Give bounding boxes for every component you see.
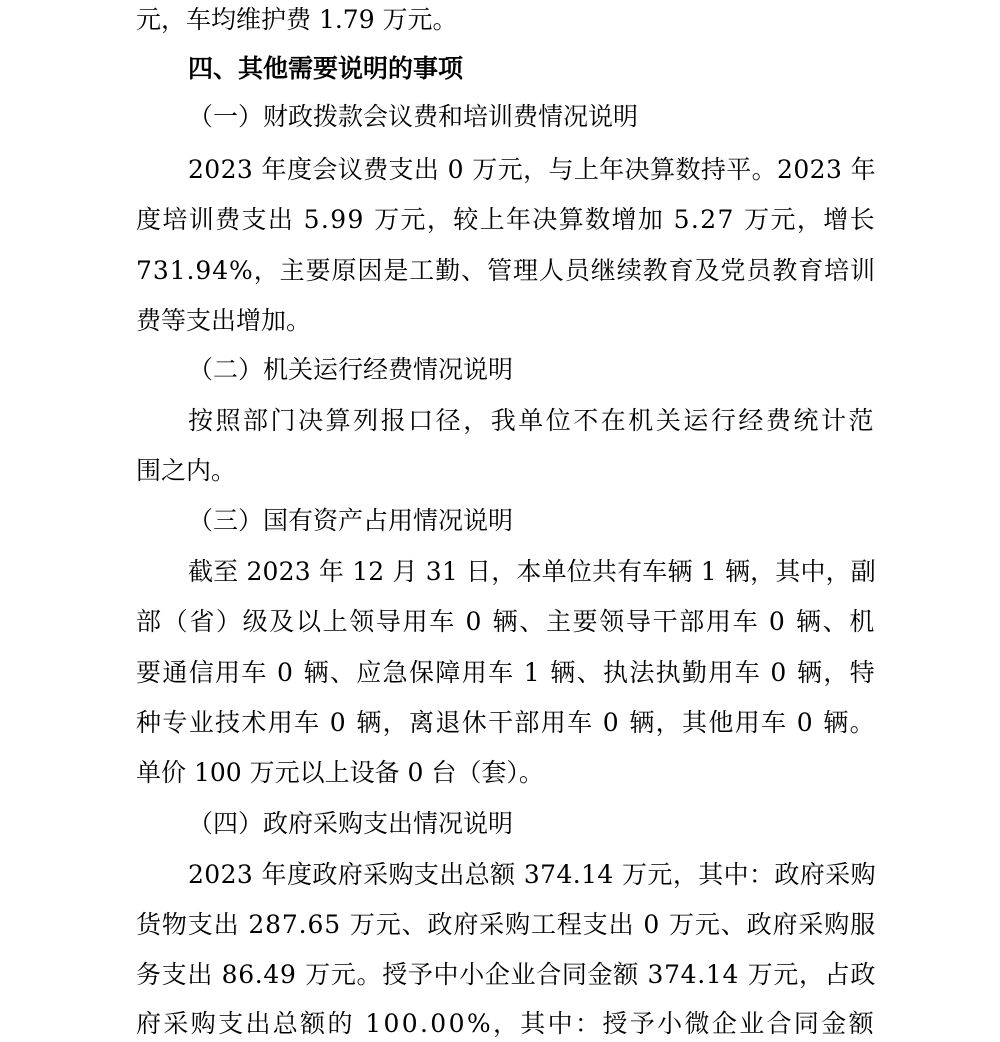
text-line: 按照部门决算列报口径，我单位不在机关运行经费统计范 — [188, 406, 876, 435]
justified-line — [136, 705, 876, 741]
subsection-heading-text: （四）政府采购支出情况说明 — [188, 809, 514, 838]
text-line: 货物支出 287.65 万元、政府采购工程支出 0 万元、政府采购服 — [136, 910, 876, 939]
subsection-heading — [0, 806, 1000, 842]
justified-line — [188, 403, 876, 439]
text-line: 围之内。 — [136, 456, 237, 485]
paragraph-line — [0, 655, 1000, 691]
paragraph-line — [0, 2, 1000, 38]
text-line: 度培训费支出 5.99 万元，较上年决算数增加 5.27 万元，增长 — [136, 205, 876, 234]
text-line: 731.94%，主要原因是工勤、管理人员继续教育及党员教育培训 — [136, 256, 876, 285]
justified-line — [136, 957, 876, 993]
text-line: 2023 年度会议费支出 0 万元，与上年决算数持平。2023 年 — [188, 155, 876, 184]
subsection-heading — [0, 352, 1000, 388]
text-line: 元，车均维护费 1.79 万元。 — [136, 5, 458, 34]
justified-line — [136, 202, 876, 238]
justified-line — [136, 1006, 876, 1042]
justified-line — [188, 554, 876, 590]
justified-line — [136, 604, 876, 640]
text-line: 务支出 86.49 万元。授予中小企业合同金额 374.14 万元，占政 — [136, 960, 876, 989]
text-line: 费等支出增加。 — [136, 306, 312, 335]
subsection-heading — [0, 99, 1000, 135]
paragraph-line — [0, 453, 1000, 489]
paragraph-line — [0, 253, 1000, 289]
paragraph-line — [0, 403, 1000, 439]
text-line: 要通信用车 0 辆、应急保障用车 1 辆、执法执勤用车 0 辆，特 — [136, 658, 876, 687]
section-heading-text: 四、其他需要说明的事项 — [188, 54, 464, 83]
subsection-heading-text: （二）机关运行经费情况说明 — [188, 355, 514, 384]
paragraph-line — [0, 705, 1000, 741]
justified-line — [188, 152, 876, 188]
text-line: 部（省）级及以上领导用车 0 辆、主要领导干部用车 0 辆、机 — [136, 607, 876, 636]
paragraph-line — [0, 755, 1000, 791]
text-line: 截至 2023 年 12 月 31 日，本单位共有车辆 1 辆，其中，副 — [188, 557, 876, 586]
paragraph-line — [0, 554, 1000, 590]
text-line: 种专业技术用车 0 辆，离退休干部用车 0 辆，其他用车 0 辆。 — [136, 708, 876, 737]
justified-line — [136, 907, 876, 943]
subsection-heading-text: （一）财政拨款会议费和培训费情况说明 — [188, 102, 639, 131]
paragraph-line — [0, 202, 1000, 238]
text-line: 单价 100 万元以上设备 0 台（套）。 — [136, 758, 544, 787]
section-heading — [0, 51, 1000, 87]
subsection-heading-text: （三）国有资产占用情况说明 — [188, 506, 514, 535]
paragraph-line — [0, 1006, 1000, 1042]
justified-line — [136, 655, 876, 691]
paragraph-line — [0, 152, 1000, 188]
paragraph-line — [0, 604, 1000, 640]
paragraph-line — [0, 857, 1000, 893]
justified-line — [136, 253, 876, 289]
paragraph-line — [0, 907, 1000, 943]
text-line: 府采购支出总额的 100.00%，其中：授予小微企业合同金额 — [136, 1009, 876, 1038]
paragraph-line — [0, 303, 1000, 339]
subsection-heading — [0, 503, 1000, 539]
justified-line — [188, 857, 876, 893]
paragraph-line — [0, 957, 1000, 993]
text-line: 2023 年度政府采购支出总额 374.14 万元，其中：政府采购 — [188, 860, 876, 889]
